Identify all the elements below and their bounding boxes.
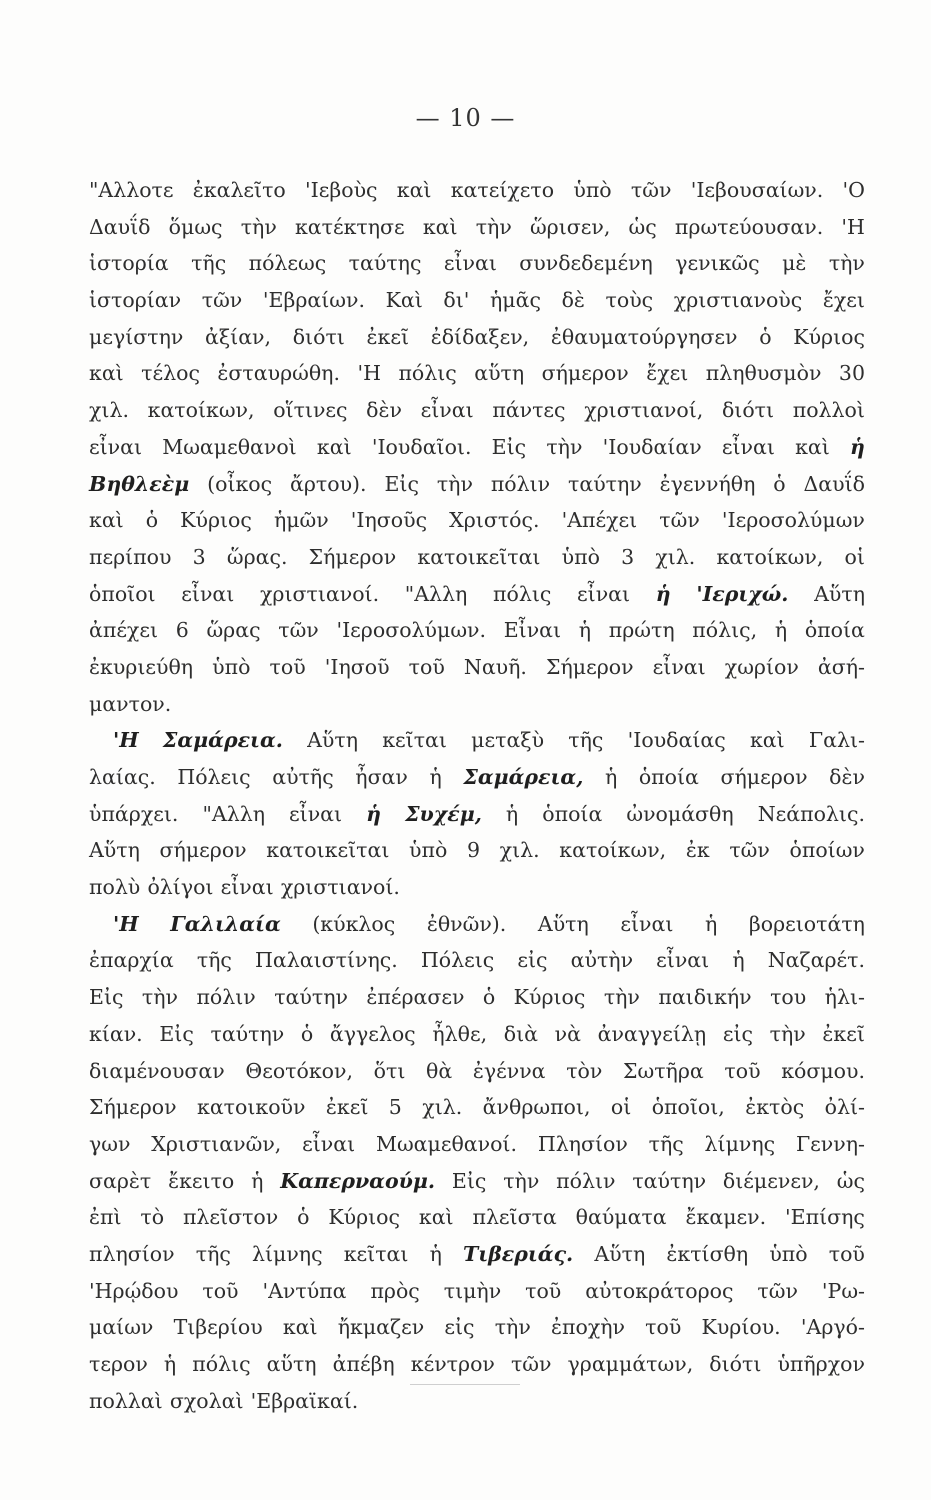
text-line: Εἰς τὴν πόλιν ταύτην ἐπέρασεν ὁ Κύριος τὴν παιδικήν του ἡλι- — [89, 985, 865, 1010]
text-line: μεγίστην ἀξίαν, διότι ἐκεῖ ἐδίδαξεν, ἐθαυματούργησεν ὁ Κύριος — [89, 324, 865, 349]
text-line: Αὕτη σήμερον κατοικεῖται ὑπὸ 9 χιλ. κατοίκων, ἐκ τῶν ὁποίων — [89, 838, 865, 863]
text-line: εἶναι Μωαμεθανοὶ καὶ 'Ιουδαῖοι. Εἰς τὴν 'Ιουδαίαν εἶναι καὶ ἡ — [89, 434, 865, 459]
text-line: ἱστορίαν τῶν 'Εβραίων. Καὶ δι' ἡμᾶς δὲ τοὺς χριστιανοὺς ἔχει — [89, 288, 865, 313]
text-line: κίαν. Εἰς ταύτην ὁ ἄγγελος ἦλθε, διὰ νὰ ἀναγγείλῃ εἰς τὴν ἐκεῖ — [89, 1021, 865, 1046]
text-line: 'Η Γαλιλαία (κύκλος ἐθνῶν). Αὕτη εἶναι ἡ βορειοτάτη — [113, 911, 865, 936]
text-line: γων Χριστιανῶν, εἶναι Μωαμεθανοί. Πλησίον τῆς λίμνης Γεννη- — [89, 1131, 865, 1156]
text-line: πολὺ ὀλίγοι εἶναι χριστιανοί. — [89, 875, 400, 900]
text-line: χιλ. κατοίκων, οἵτινες δὲν εἶναι πάντες χριστιανοί, διότι πολλοὶ — [89, 398, 865, 423]
page-number: — 10 — — [415, 104, 516, 132]
text-line: ἀπέχει 6 ὥρας τῶν 'Ιεροσολύμων. Εἶναι ἡ πρώτη πόλις, ἡ ὁποία — [89, 618, 865, 643]
text-line: "Αλλοτε ἐκαλεῖτο 'Ιεβοὺς καὶ κατείχετο ὑπὸ τῶν 'Ιεβουσαίων. 'Ο — [89, 178, 865, 202]
text-line: ἐπὶ τὸ πλεῖστον ὁ Κύριος καὶ πλεῖστα θαύματα ἔκαμεν. 'Επίσης — [89, 1205, 865, 1230]
text-line: Βηθλεὲμ (οἶκος ἄρτου). Εἰς τὴν πόλιν ταύτην ἐγεννήθη ὁ Δαυΐδ — [89, 471, 865, 496]
text-line: ἐκυριεύθη ὑπὸ τοῦ 'Ιησοῦ τοῦ Ναυῆ. Σήμερον εἶναι χωρίον ἀσή- — [89, 654, 865, 679]
text-line: μαίων Τιβερίου καὶ ἤκμαζεν εἰς τὴν ἐποχὴν τοῦ Κυρίου. 'Αργό- — [89, 1315, 865, 1340]
text-line: ὁποῖοι εἶναι χριστιανοί. "Αλλη πόλις εἶναι ἡ 'Ιεριχώ. Αὕτη — [89, 581, 865, 606]
text-line: ἱστορία τῆς πόλεως ταύτης εἶναι συνδεδεμένη γενικῶς μὲ τὴν — [89, 251, 865, 276]
text-line: τερον ἡ πόλις αὕτη ἀπέβη κέντρον τῶν γραμμάτων, διότι ὑπῆρχον — [89, 1352, 865, 1376]
text-line: 'Ηρῴδου τοῦ 'Αντύπα πρὸς τιμὴν τοῦ αὐτοκράτορος τῶν 'Ρω- — [89, 1278, 865, 1303]
text-line: σαρὲτ ἔκειτο ἡ Καπερναούμ. Εἰς τὴν πόλιν ταύτην διέμενεν, ὡς — [89, 1168, 865, 1193]
text-line: διαμένουσαν Θεοτόκον, ὅτι θὰ ἐγέννα τὸν Σωτῆρα τοῦ κόσμου. — [89, 1058, 865, 1083]
text-line: Δαυΐδ ὅμως τὴν κατέκτησε καὶ τὴν ὥρισεν, ὡς πρωτεύουσαν. 'Η — [89, 214, 865, 239]
text-line: μαντον. — [89, 691, 172, 716]
text-line: καὶ ὁ Κύριος ἡμῶν 'Ιησοῦς Χριστός. 'Απέχει τῶν 'Ιεροσολύμων — [89, 508, 865, 533]
text-line: περίπου 3 ὥρας. Σήμερον κατοικεῖται ὑπὸ 3 χιλ. κατοίκων, οἱ — [89, 544, 865, 569]
text-line: ἐπαρχία τῆς Παλαιστίνης. Πόλεις εἰς αὐτὴν εἶναι ἡ Ναζαρέτ. — [89, 948, 865, 973]
text-line: πολλαὶ σχολαὶ 'Εβραϊκαί. — [89, 1388, 359, 1413]
text-line: ὑπάρχει. "Αλλη εἶναι ἡ Συχέμ, ἡ ὁποία ὠνομάσθη Νεάπολις. — [89, 801, 865, 826]
text-line: πλησίον τῆς λίμνης κεῖται ἡ Τιβεριάς. Αὕτη ἐκτίσθη ὑπὸ τοῦ — [89, 1241, 865, 1266]
body-text — [89, 172, 865, 1419]
text-line: Σήμερον κατοικοῦν ἐκεῖ 5 χιλ. ἄνθρωποι, οἱ ὁποῖοι, ἐκτὸς ὀλί- — [89, 1095, 865, 1120]
text-line: λαίας. Πόλεις αὐτῆς ἦσαν ἡ Σαμάρεια, ἡ ὁποία σήμερον δὲν — [89, 765, 865, 789]
text-line: καὶ τέλος ἐσταυρώθη. 'Η πόλις αὕτη σήμερον ἔχει πληθυσμὸν 30 — [89, 361, 865, 386]
footer-rule — [410, 1384, 520, 1385]
text-line: 'Η Σαμάρεια. Αὕτη κεῖται μεταξὺ τῆς 'Ιουδαίας καὶ Γαλι- — [113, 728, 865, 753]
